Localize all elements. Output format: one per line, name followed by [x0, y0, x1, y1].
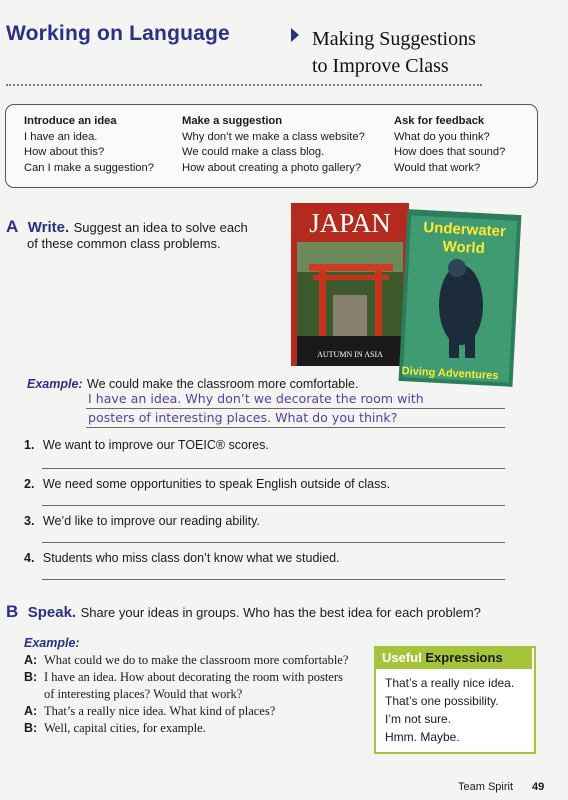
japan-poster-caption: AUTUMN IN ASIA — [317, 350, 383, 359]
answer-line-2[interactable] — [42, 505, 505, 506]
section-verb: Speak. — [27, 604, 77, 621]
example-label: Example: — [24, 636, 80, 650]
section-a-heading — [6, 217, 248, 237]
section-title: Working on Language — [6, 22, 230, 45]
instruction-line: Suggest an idea to solve each — [73, 220, 248, 235]
phrase-line: Can I make a suggestion? — [24, 161, 154, 174]
unit-name: Team Spirit — [458, 781, 514, 793]
phrase-column-suggest — [182, 114, 365, 176]
answer-line-1[interactable] — [42, 468, 505, 469]
answer-line-3[interactable] — [42, 542, 505, 543]
answer-line-4[interactable] — [42, 579, 505, 580]
japan-poster-title: JAPAN — [309, 208, 391, 238]
phrase-heading: Make a suggestion — [182, 115, 283, 127]
phrase-column-introduce — [24, 114, 154, 176]
subtitle-line-1: Making Suggestions — [312, 28, 476, 50]
item-number: 3. — [24, 514, 35, 528]
answer-rule — [86, 427, 505, 428]
triangle-arrow-icon — [291, 28, 299, 42]
japan-poster — [291, 203, 409, 366]
section-b-heading — [6, 602, 481, 622]
dialog-turn — [24, 652, 364, 669]
underwater-poster-caption: Diving Adventures — [401, 365, 499, 383]
exercise-item — [24, 475, 390, 493]
useful-expressions-header — [376, 648, 532, 669]
useful-label: Useful — [382, 650, 422, 665]
exercise-item — [24, 436, 269, 454]
dialog-turn — [24, 720, 364, 737]
dialog-line: I have an idea. How about decorating the room with posters — [44, 670, 343, 684]
section-letter: A — [6, 217, 19, 236]
dialog-line: Well, capital cities, for example. — [44, 721, 206, 735]
underwater-poster — [399, 209, 522, 387]
subtitle-line-2: to Improve Class — [312, 55, 449, 77]
dialog-line: of interesting places? Would that work? — [44, 687, 243, 701]
phrase-line: What do you think? — [394, 130, 490, 143]
expression-item: Hmm. Maybe. — [385, 730, 460, 744]
exercise-item — [24, 549, 340, 567]
handwritten-answer-line-2: posters of interesting places. What do you think? — [88, 410, 398, 425]
underwater-poster-title: Underwater — [422, 218, 507, 241]
speaker-label: A: — [24, 704, 38, 718]
speaker-label: B: — [24, 721, 38, 735]
phrase-line: Would that work? — [394, 161, 481, 174]
example-label: Example: — [27, 377, 83, 391]
instruction-line: of these common class problems. — [27, 236, 221, 251]
dotted-divider — [6, 84, 482, 86]
magazine-posters-image — [289, 200, 529, 390]
page-number: 49 — [532, 781, 545, 793]
phrase-line: I have an idea. — [24, 130, 98, 143]
dialog-line: What could we do to make the classroom more comfortable? — [44, 653, 349, 667]
item-text: We’d like to improve our reading ability. — [42, 514, 260, 528]
expression-item: That’s one possibility. — [385, 694, 499, 708]
useful-expressions-list — [385, 674, 514, 746]
section-letter: B — [6, 602, 19, 621]
phrase-line: How about creating a photo gallery? — [182, 161, 362, 174]
expression-item: That’s a really nice idea. — [385, 676, 515, 690]
section-subtitle — [312, 26, 476, 80]
item-text: We want to improve our TOEIC® scores. — [42, 438, 269, 452]
dialog-turn — [24, 669, 364, 686]
example-text: We could make the classroom more comfortable. — [87, 377, 359, 391]
phrase-line: Why don’t we make a class website? — [182, 130, 365, 143]
item-text: Students who miss class don’t know what we studied. — [42, 551, 340, 565]
phrase-heading: Ask for feedback — [394, 115, 485, 127]
exercise-item — [24, 512, 260, 530]
phrase-column-feedback — [394, 114, 505, 176]
phrase-heading: Introduce an idea — [24, 115, 117, 127]
speaker-label: A: — [24, 653, 38, 667]
item-text: We need some opportunities to speak English outside of class. — [42, 477, 391, 491]
item-number: 4. — [24, 551, 35, 565]
dialog-line: That’s a really nice idea. What kind of places? — [44, 704, 276, 718]
phrase-line: How does that sound? — [394, 146, 506, 158]
answer-rule — [86, 408, 505, 409]
phrase-line: How about this? — [24, 146, 105, 158]
dialog-turn — [24, 686, 364, 703]
item-number: 1. — [24, 438, 35, 452]
expression-item: I’m not sure. — [385, 712, 452, 726]
underwater-poster-title-2: World — [442, 238, 486, 258]
section-verb: Write. — [27, 219, 70, 236]
expressions-label: Expressions — [425, 650, 503, 665]
item-number: 2. — [24, 477, 35, 491]
example-dialog — [24, 652, 364, 737]
phrase-line: We could make a class blog. — [182, 146, 325, 158]
speaker-label: B: — [24, 670, 38, 684]
instruction-line: Share your ideas in groups. Who has the best idea for each problem? — [80, 605, 481, 620]
handwritten-answer-line-1: I have an idea. Why don’t we decorate the room with — [88, 391, 424, 406]
dialog-turn — [24, 703, 364, 720]
